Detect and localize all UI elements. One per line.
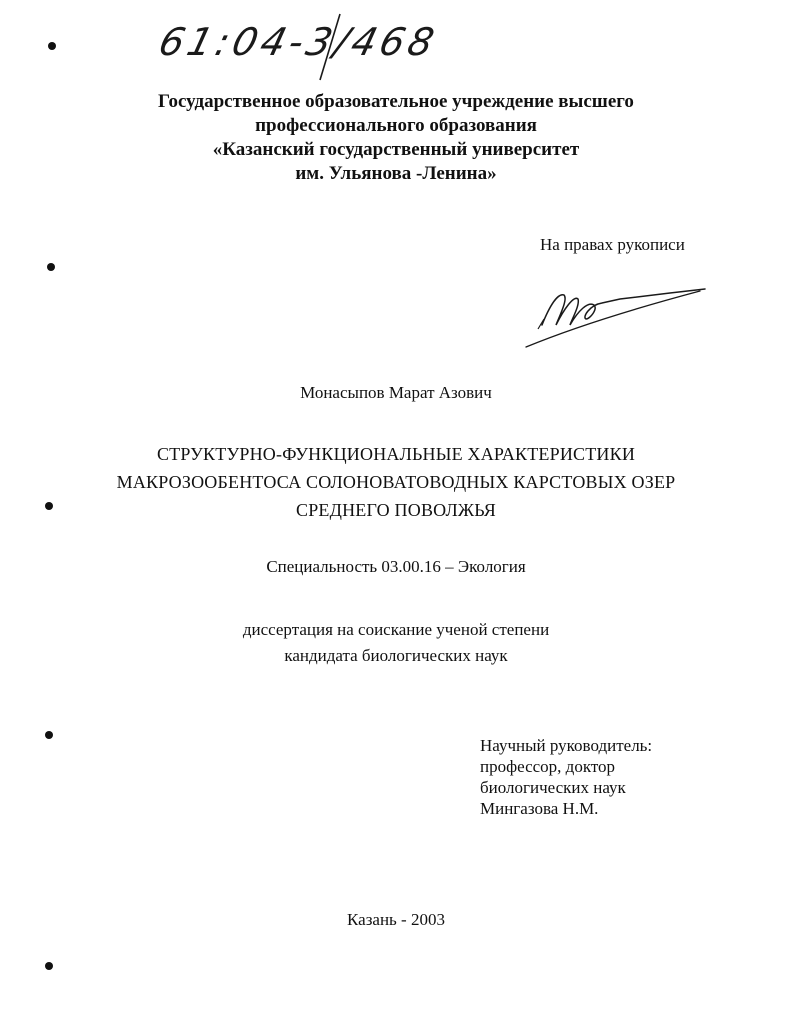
title-line: СТРУКТУРНО-ФУНКЦИОНАЛЬНЫЕ ХАРАКТЕРИСТИКИ [156,444,636,464]
institution-line: «Казанский государственный университет [212,139,580,160]
specialty-line: Специальность 03.00.16 – Экология [266,557,526,576]
supervisor-name: Мингазова Н.М. [480,799,599,818]
manuscript-rights-note: На правах рукописи [540,235,685,254]
supervisor-block [480,735,652,819]
supervisor-label: Научный руководитель: [480,736,653,755]
punch-hole-mark [47,263,55,271]
handwritten-underline-stroke [150,12,420,92]
degree-line: кандидата биологических наук [284,646,508,665]
supervisor-degree: биологических наук [480,778,626,797]
institution-line: Государственное образовательное учреждение высшего [158,91,634,112]
degree-line: диссертация на соискание ученой степени [242,620,550,639]
institution-line: им. Ульянова -Ленина» [295,163,497,184]
institution-line: профессионального образования [255,115,537,136]
supervisor-title: профессор, доктор [480,757,616,776]
handwritten-archive-number: 61:04-3/468 [154,20,443,64]
punch-hole-mark [45,731,53,739]
dissertation-title [0,440,792,524]
institution-header [0,90,792,186]
city-year: Казань - 2003 [347,910,445,929]
title-line: СРЕДНЕГО ПОВОЛЖЬЯ [296,500,496,520]
punch-hole-mark [45,962,53,970]
title-line: МАКРОЗООБЕНТОСА СОЛОНОВАТОВОДНЫХ КАРСТОВЫХ ОЗЕР [116,472,676,492]
degree-statement [0,617,792,669]
author-name: Монасыпов Марат Азович [300,383,492,402]
punch-hole-mark [48,42,56,50]
author-signature [520,275,720,355]
